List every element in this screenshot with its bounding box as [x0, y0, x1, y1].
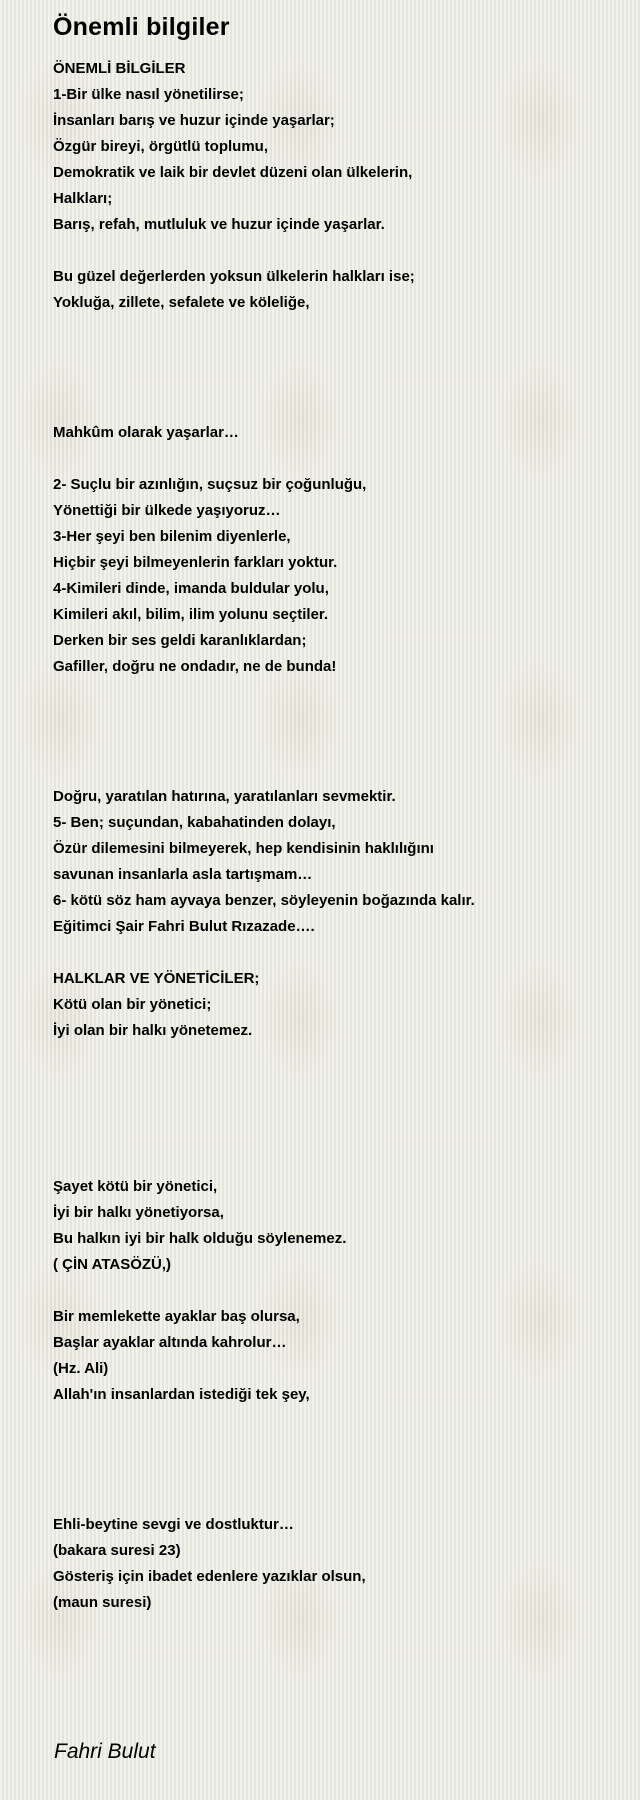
poem-line: Özür dilemesini bilmeyerek, hep kendisinin haklılığını	[53, 840, 434, 857]
poem-line: Barış, refah, mutluluk ve huzur içinde yaşarlar.	[53, 216, 385, 233]
poem-line: Allah'ın insanlardan istediği tek şey,	[53, 1386, 310, 1403]
poem-line: Hiçbir şeyi bilmeyenlerin farkları yoktur.	[53, 554, 338, 571]
blank-line	[53, 1070, 613, 1096]
poem-line: Şayet kötü bir yönetici,	[53, 1178, 218, 1195]
blank-line	[53, 316, 613, 342]
poem-line: savunan insanlarla asla tartışmam…	[53, 866, 313, 883]
poem-line: ÖNEMLİ BİLGİLER	[53, 60, 186, 77]
poem-line: Gösteriş için ibadet edenlere yazıklar olsun,	[53, 1568, 366, 1585]
page-title: Önemli bilgiler	[53, 13, 230, 41]
poem-line: Gafiller, doğru ne ondadır, ne de bunda!	[53, 658, 337, 675]
blank-line	[53, 1096, 613, 1122]
poem-line: Mahkûm olarak yaşarlar…	[53, 424, 239, 441]
poem-line: Kimileri akıl, bilim, ilim yolunu seçtiler.	[53, 606, 329, 623]
poem-line: 6- kötü söz ham ayvaya benzer, söyleyenin boğazında kalır.	[53, 892, 475, 909]
blank-line	[53, 1278, 613, 1304]
poem-line: 3-Her şeyi ben bilenim diyenlerle,	[53, 528, 291, 545]
blank-line	[53, 1408, 613, 1434]
poem-line: Demokratik ve laik bir devlet düzeni olan ülkelerin,	[53, 164, 413, 181]
poem-line: (maun suresi)	[53, 1594, 152, 1611]
poem-line: 2- Suçlu bir azınlığın, suçsuz bir çoğunluğu,	[53, 476, 367, 493]
poem-page	[53, 10, 613, 1616]
poem-line: Kötü olan bir yönetici;	[53, 996, 212, 1013]
poem-line: (Hz. Ali)	[53, 1360, 109, 1377]
blank-line	[53, 758, 613, 784]
poem-line: HALKLAR VE YÖNETİCİLER;	[53, 970, 260, 987]
poem-line: Yönettiği bir ülkede yaşıyoruz…	[53, 502, 281, 519]
blank-line	[53, 1434, 613, 1460]
blank-line	[53, 1148, 613, 1174]
poem-line: Bu halkın iyi bir halk olduğu söylenemez.	[53, 1230, 347, 1247]
blank-line	[53, 446, 613, 472]
poem-line: Ehli-beytine sevgi ve dostluktur…	[53, 1516, 294, 1533]
blank-line	[53, 732, 613, 758]
blank-line	[53, 1486, 613, 1512]
blank-line	[53, 680, 613, 706]
blank-line	[53, 238, 613, 264]
poem-line: İnsanları barış ve huzur içinde yaşarlar;	[53, 112, 335, 129]
poem-line: Bir memlekette ayaklar baş olursa,	[53, 1308, 300, 1325]
poem-line: İyi olan bir halkı yönetemez.	[53, 1022, 253, 1039]
poem-line: Derken bir ses geldi karanlıklardan;	[53, 632, 307, 649]
poem-line: ( ÇİN ATASÖZÜ,)	[53, 1256, 172, 1273]
poem-line: Yokluğa, zillete, sefalete ve köleliğe,	[53, 294, 310, 311]
blank-line	[53, 1044, 613, 1070]
poem-line: 4-Kimileri dinde, imanda buldular yolu,	[53, 580, 329, 597]
blank-line	[53, 706, 613, 732]
poem-line: Doğru, yaratılan hatırına, yaratılanları sevmektir.	[53, 788, 396, 805]
blank-line	[53, 368, 613, 394]
poem-body	[53, 56, 613, 1616]
poem-line: Özgür bireyi, örgütlü toplumu,	[53, 138, 268, 155]
poem-line: 5- Ben; suçundan, kabahatinden dolayı,	[53, 814, 336, 831]
poem-line: Bu güzel değerlerden yoksun ülkelerin halkları ise;	[53, 268, 415, 285]
blank-line	[53, 1122, 613, 1148]
blank-line	[53, 1460, 613, 1486]
poem-line: (bakara suresi 23)	[53, 1542, 181, 1559]
blank-line	[53, 940, 613, 966]
poem-line: Başlar ayaklar altında kahrolur…	[53, 1334, 287, 1351]
poem-line: İyi bir halkı yönetiyorsa,	[53, 1204, 224, 1221]
blank-line	[53, 394, 613, 420]
poem-line: Eğitimci Şair Fahri Bulut Rızazade….	[53, 918, 315, 935]
author-signature: Fahri Bulut	[54, 1740, 156, 1763]
poem-line: 1-Bir ülke nasıl yönetilirse;	[53, 86, 244, 103]
poem-line: Halkları;	[53, 190, 113, 207]
blank-line	[53, 342, 613, 368]
